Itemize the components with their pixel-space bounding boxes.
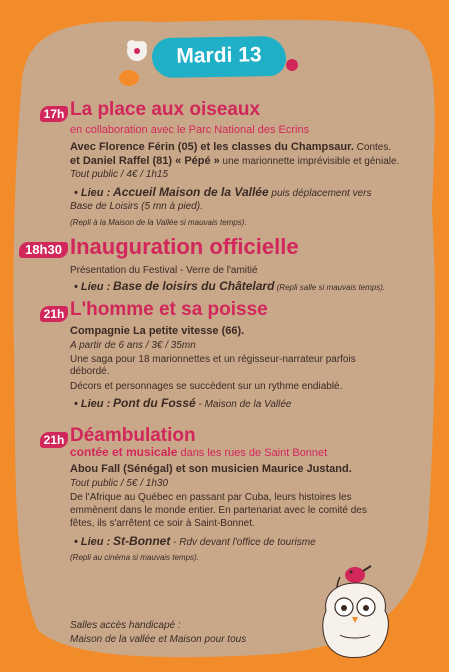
- event-4-title: Déambulation: [70, 425, 196, 446]
- event-1-line2: et Daniel Raffel (81) « Pépé » une marionnette imprévisible et géniale.: [70, 155, 400, 167]
- event-1-title: La place aux oiseaux: [70, 99, 261, 120]
- event-4-lieu: • Lieu : St-Bonnet - Rdv devant l'office de tourisme: [74, 534, 316, 548]
- event-1-subtitle: en collaboration avec le Parc National des Ecrins: [70, 124, 310, 136]
- event-1-note: (Repli à la Maison de la Vallée si mauvais temps).: [70, 218, 247, 227]
- event-3-title: L'homme et sa poisse: [70, 299, 268, 320]
- event-1-lieu-line2: Base de Loisirs (5 mn à pied).: [70, 201, 203, 212]
- event-2-desc: Présentation du Festival - Verre de l'amitié: [70, 265, 258, 276]
- event-4-desc3: fêtes, ils s'arrêtent ce soir à Saint-Bonnet.: [70, 518, 255, 529]
- footer-line2: Maison de la vallée et Maison pour tous: [70, 634, 247, 645]
- event-3-desc3: Décors et personnages se succèdent sur un rythme endiablé.: [70, 381, 343, 392]
- event-4-desc1: De l'Afrique au Québec en passant par Cuba, leurs histoires les: [70, 492, 352, 503]
- event-4-note: (Repli au cinéma si mauvais temps).: [70, 553, 199, 562]
- footer-line1: Salles accès handicapé :: [70, 620, 181, 631]
- event-1-price: Tout public / 4€ / 1h15: [70, 169, 169, 180]
- event-4-desc2: emmènent dans le monde entier. En partenariat avec le comité des: [70, 505, 367, 516]
- day-title: Mardi 13: [176, 43, 262, 68]
- event-3-company: Compagnie La petite vitesse (66).: [70, 325, 245, 337]
- event-3-desc2: débordé.: [70, 366, 110, 377]
- event-1-lieu: • Lieu : Accueil Maison de la Vallée puis déplacement vers: [74, 185, 372, 199]
- event-3-desc1: Une saga pour 18 marionnettes et un régisseur-narrateur parfois: [70, 354, 356, 365]
- event-1-line1: Avec Florence Férin (05) et les classes du Champsaur. Contes.: [70, 141, 392, 153]
- owl-mascot-icon: [318, 555, 396, 661]
- event-3-lieu: • Lieu : Pont du Fossé - Maison de la Vallée: [74, 396, 292, 410]
- event-2-title: Inauguration officielle: [70, 234, 299, 259]
- event-4-price: Tout public / 5€ / 1h30: [70, 478, 169, 489]
- event-2-lieu: • Lieu : Base de loisirs du Châtelard (Repli salle si mauvais temps).: [74, 279, 386, 293]
- event-4-company: Abou Fall (Sénégal) et son musicien Maurice Justand.: [70, 463, 352, 475]
- event-3-price: A partir de 6 ans / 3€ / 35mn: [70, 340, 196, 351]
- event-1-time: 17h: [40, 106, 68, 122]
- event-4-subtitle: contée et musicale dans les rues de Saint Bonnet: [70, 445, 328, 459]
- event-2-time: 18h30: [19, 242, 68, 258]
- event-3-time: 21h: [40, 306, 68, 322]
- event-4-time: 21h: [40, 432, 68, 448]
